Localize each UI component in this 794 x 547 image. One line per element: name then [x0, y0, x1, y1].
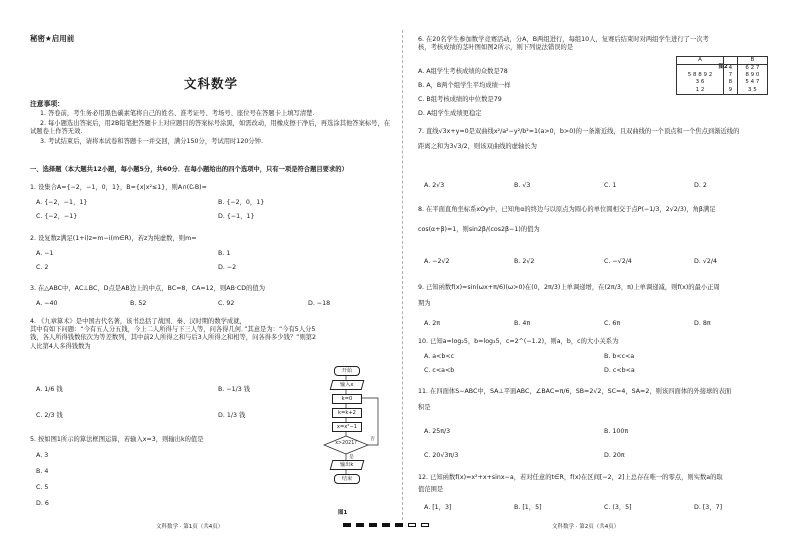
q6-option-d[interactable]: D. A组学生成绩更稳定: [418, 110, 482, 117]
stemleaf-b-leaf: 6 2 7: [745, 65, 760, 72]
flow-output-label: 输出k: [340, 462, 354, 468]
q7-option-a[interactable]: A. 2√3: [424, 182, 445, 189]
section-1-heading: 一、选择题（本大题共12小题，每小题5分，共60分．在每小题给出的四个选项中，只有一项是符合题目要求的）: [30, 166, 348, 173]
note-3: 3. 考试结束后，请将本试卷和答题卡一并交回，满分150分，考试用时120分钟.: [40, 137, 263, 145]
left-footer: 文科数学 · 第1页（共4页）: [156, 524, 224, 530]
stemleaf-b-leaf: 5 4 7: [745, 79, 760, 86]
q8-option-d[interactable]: D. √2/4: [694, 258, 717, 265]
q1-option-a[interactable]: A. {−2，−1，1}: [36, 199, 88, 206]
q6-option-c[interactable]: C. B组考核成绩的中位数是79: [418, 96, 502, 103]
q8-option-b[interactable]: B. 2√2: [514, 258, 535, 265]
q7-line-2: 距离之和为3√3/2，则该双曲线的虚轴长为: [418, 143, 537, 151]
q10-option-b[interactable]: B. b<c<a: [604, 353, 635, 360]
notes-heading: 注意事项：: [30, 100, 64, 108]
page-title: 文科数学: [183, 76, 238, 91]
q2-option-a[interactable]: A. −1: [36, 250, 54, 257]
table-row: [677, 87, 768, 95]
q8-line-1: 8. 在平面直角坐标系xOy中，已知角α的终边与以原点为圆心的单位圆相交于点P(−1/3，2√2/3)，角β满足: [418, 206, 716, 213]
flow-end: 结束: [334, 474, 360, 484]
question-1: 1. 设集合A={−2，−1，0，1}，B={x|x²≤1}，则A∩(∁ᵣB)=: [30, 184, 207, 191]
figure-2-caption: 图2: [718, 64, 728, 70]
question-2: 2. 设复数z满足(1+i)z=m−i(m∈R)，若z为纯虚数，则m=: [30, 235, 197, 242]
scan-mark: [421, 523, 429, 527]
question-8: [418, 206, 770, 234]
q2-option-d[interactable]: D. −2: [218, 264, 237, 271]
confidential-mark: 秘密★启用前: [30, 34, 75, 43]
stemleaf-a-leaf: 5 8 8 9 2: [687, 72, 713, 79]
q5-option-d[interactable]: D. 6: [36, 500, 49, 507]
flow-start: 开始: [334, 366, 360, 376]
question-4: [30, 318, 392, 351]
q9-option-b[interactable]: B. 4π: [514, 320, 531, 327]
q1-option-c[interactable]: C. {−2，−1}: [36, 213, 78, 220]
q6-option-b[interactable]: B. A，B两个组学生平均成绩一样: [418, 82, 511, 89]
scan-mark: [395, 523, 403, 527]
q10-option-a[interactable]: A. a<b<c: [424, 353, 455, 360]
stemleaf-b-leaf: 3 5: [747, 86, 757, 93]
stemleaf-stem: 9: [724, 87, 738, 95]
q3-option-a[interactable]: A. −40: [36, 300, 58, 307]
right-footer: 文科数学 · 第2页（共4页）: [552, 524, 620, 530]
q7-line-1: 7. 直线√3x+y=0是双曲线x²/a²−y²/b²=1(a>0，b>0)的一条渐近线，且双曲线的一个顶点和一个焦点到渐近线的: [418, 128, 740, 135]
q4-line-3: 钱，各人所得钱数依次为等差数列，其中前2人所得之和与后3人所得之和相等，问各得多少钱？”则第2: [30, 334, 317, 342]
figure-1-caption: 图1: [338, 510, 348, 516]
q6-line-1: 6. 在20名学生参加数学竞赛活动，分A，B两组进行，每组10人，复赛后结束时对两组学生进行了一次考: [418, 36, 709, 43]
q11-option-d[interactable]: D. 20π: [604, 452, 625, 459]
scan-mark: [382, 523, 390, 527]
q12-option-d[interactable]: D. [3，7]: [694, 504, 723, 511]
stemleaf-stem: 4: [724, 65, 738, 73]
stemleaf-header-a: A: [698, 57, 702, 63]
q12-option-c[interactable]: C. (3，5]: [604, 504, 632, 511]
note-2: 2. 每小题选出答案后，用2B铅笔把答题卡上对应题目的答案标号涂黑，如需改动，用橡皮擦干净后，再选涂其他答案标号，在试题卷上作答无效.: [30, 119, 391, 135]
q11-line-2: 积是: [418, 404, 431, 412]
q7-option-c[interactable]: C. 1: [604, 182, 617, 189]
q4-option-d[interactable]: D. 1/3 钱: [218, 412, 246, 419]
question-3: 3. 在△ABC中，AC⊥BC，D点是AB边上的中点，BC=8，CA=12，则AB·CD的值为: [30, 285, 266, 292]
q12-line-1: 12. 已知函数f(x)=x²+x+sinx−a，若对任意的t∈R，f(x)在区间[−2，2]上总存在唯一的零点，则实数a的取: [418, 474, 723, 481]
q8-line-2: cos(α+β)=1，则sin2β/(cos2β−1)的值为: [418, 226, 540, 234]
flowchart: [316, 364, 388, 522]
question-11: [418, 388, 770, 412]
stemleaf-a-leaf: 1 2: [695, 86, 705, 93]
q12-option-a[interactable]: A. [1，3]: [424, 504, 452, 511]
stemleaf-b-leaf: 8 9 0: [745, 72, 760, 79]
stemleaf-header-b: B: [750, 57, 755, 63]
stem-leaf-table: [676, 56, 768, 95]
q10-option-c[interactable]: C. c<a<b: [424, 367, 455, 374]
q6-option-a[interactable]: A. A组学生考核成绩的众数是78: [418, 68, 508, 75]
q1-option-b[interactable]: B. {−2，0，1}: [218, 199, 265, 206]
flow-output: [330, 460, 365, 470]
question-5: 5. 按如图1所示的算法框图运算，若输入x=3，则输出k的值是: [30, 436, 204, 443]
stemleaf-header-stem: [724, 57, 738, 65]
q12-line-2: 值范围是: [418, 486, 444, 494]
page-divider: [402, 30, 403, 520]
stem-leaf-figure: [676, 56, 770, 93]
right-page: [418, 0, 770, 547]
q11-line-1: 11. 在四面体S−ABC中，SA⊥平面ABC，∠BAC=π/6，SB=2√2，SC=4，SA=2，则该四面体的外接球的表面: [418, 388, 732, 395]
left-page: [30, 0, 392, 547]
note-1: 1. 答卷前，考生务必用黑色碳素笔将自己的姓名、准考证号、考场号、座位号在答题卡上填写清楚.: [40, 110, 315, 117]
table-row: [677, 72, 768, 79]
q7-option-b[interactable]: B. √3: [514, 182, 531, 189]
q4-option-b[interactable]: B. −1/3 钱: [218, 386, 251, 393]
scan-mark: [343, 523, 351, 527]
q4-line-2: 其中有如下问题：“今有五人分五钱，今上二人所得与下三人等，问各得几何．”其意是为：“今有5人分5: [30, 326, 316, 334]
q11-option-a[interactable]: A. 25π/3: [424, 428, 451, 435]
question-10: 10. 已知a=log₂5，b=log₃5，c=2^(−1.2)，则a，b，c的大小关系为: [418, 338, 619, 345]
q6-line-2: 核，考核成绩的茎叶图如图2所示，则下列说法错误的是: [418, 44, 574, 52]
flow-input-label: 输入x: [340, 382, 354, 388]
notes: [30, 110, 392, 147]
q8-option-a[interactable]: A. −2√2: [424, 258, 450, 265]
q11-option-b[interactable]: B. 100π: [604, 428, 629, 435]
flow-yes-label: 是: [349, 455, 354, 460]
q7-option-d[interactable]: D. 2: [694, 182, 707, 189]
q9-option-d[interactable]: D. 8π: [694, 320, 711, 327]
q10-option-d[interactable]: D. c<b<a: [604, 367, 635, 374]
q4-option-a[interactable]: A. 1/6 钱: [36, 386, 63, 393]
q9-line-2: 期为: [418, 300, 431, 308]
flow-condition: x>2021?: [335, 441, 357, 446]
q3-option-c[interactable]: C. 92: [218, 300, 235, 307]
flow-init: k=0: [332, 394, 362, 404]
q5-option-a[interactable]: A. 3: [36, 452, 49, 459]
question-6: [418, 36, 770, 52]
q1-option-d[interactable]: D. {−1，1}: [218, 213, 255, 220]
q2-option-b[interactable]: B. 1: [218, 250, 231, 257]
flow-step-x: x=x²−1: [332, 422, 362, 432]
q12-option-b[interactable]: B. [1，5]: [514, 504, 542, 511]
q9-line-1: 9. 已知函数f(x)=sin(ωx+π/6)(ω>0)在(0，2π/3)上单调递增，在(2π/3，π)上单调递减，则f(x)的最小正周: [418, 284, 720, 291]
scan-mark: [356, 523, 364, 527]
stemleaf-a-leaf: 3 6: [695, 79, 705, 86]
stemleaf-stem: 7: [724, 72, 738, 79]
stemleaf-a-leaf: [677, 65, 724, 73]
q9-option-c[interactable]: C. 6π: [604, 320, 621, 327]
q9-option-a[interactable]: A. 2π: [424, 320, 440, 327]
table-row: [677, 79, 768, 86]
q5-option-c[interactable]: C. 5: [36, 484, 49, 491]
flow-input: [330, 380, 365, 390]
table-row: [677, 65, 768, 73]
q11-option-c[interactable]: C. 20√3π/3: [424, 452, 459, 459]
scan-mark: [408, 523, 416, 527]
question-12: [418, 474, 770, 494]
q2-option-c[interactable]: C. 2: [36, 264, 49, 271]
q3-option-d[interactable]: D. −18: [308, 300, 331, 307]
q8-option-c[interactable]: C. −√2/4: [604, 258, 632, 265]
flow-step-k: k=k+2: [332, 408, 362, 418]
q3-option-b[interactable]: B. 52: [130, 300, 147, 307]
q4-line-4: 人比第4人多得钱数为: [30, 342, 91, 350]
q5-option-b[interactable]: B. 4: [36, 468, 49, 475]
scan-marks: [343, 522, 447, 528]
stemleaf-stem: 8: [724, 79, 738, 86]
question-9: [418, 284, 770, 308]
flow-no-label: 否: [370, 437, 375, 442]
question-7: [418, 128, 770, 151]
scan-mark: [369, 523, 377, 527]
q4-option-c[interactable]: C. 2/3 钱: [36, 412, 63, 419]
q4-line-1: 4. 《九章算术》是中国古代名著，该书总括了战国、秦、汉时期的数学成就，: [30, 318, 246, 325]
